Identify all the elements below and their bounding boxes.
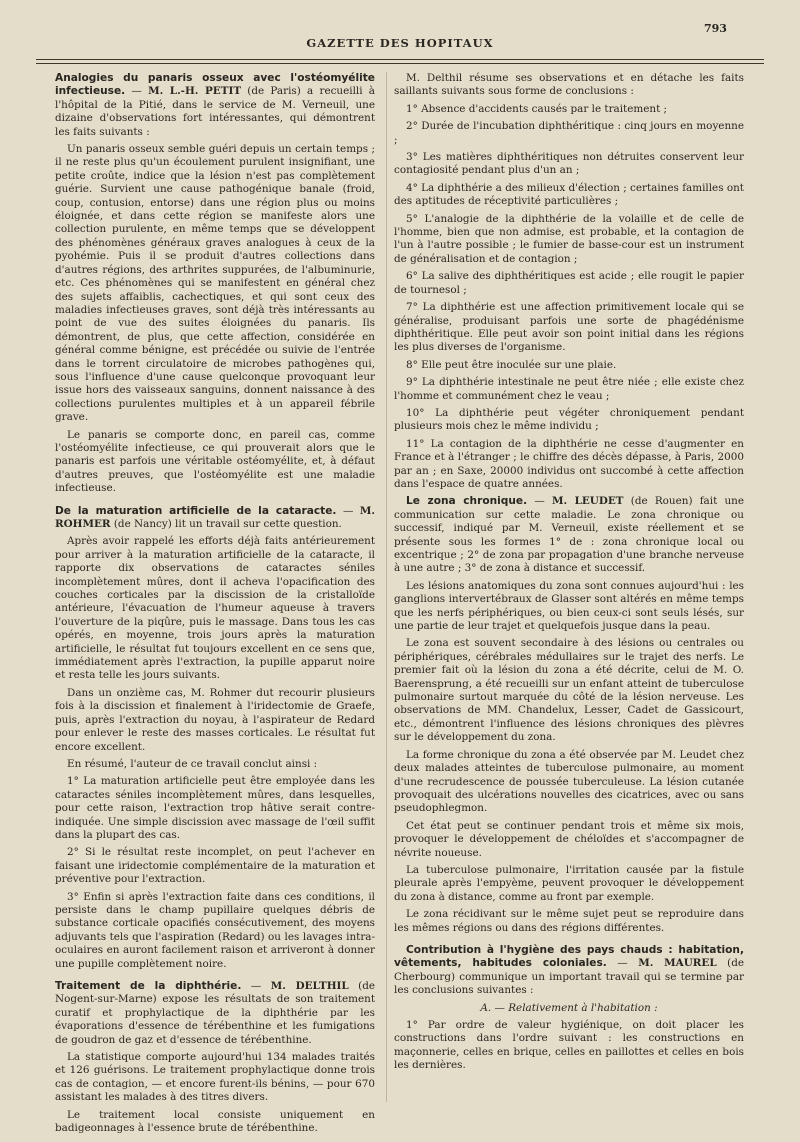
paragraph: Un panaris osseux semble guéri depuis un certain temps ; il ne reste plus qu'un écoulement purulent insignifiant, une petite croûte, indice que la lésion n'est pas complètement guérie. Survient une cause pathogénique banale (froid, coup, contusion, entorse) dans une région plus ou moins éloignée, et dans cette région se manifeste alors une collection purulente, en même temps que se développent des phénomènes généraux graves analogues à ceux de la pyohémie. Puis il se produit d'autres collections dans d'autres régions, des arthrites suppurées, de l'albuminurie, etc. Ces phénomènes qui se manifestent en général chez des sujets affaiblis, cachectiques, et qui sont ceux des maladies infectieuses graves, sont déjà très intéressants au point de vue des suites éloignées du panaris. Ils démontrent, de plus, que cette affection, considérée en général comme bénigne, est précédée ou suivie de l'entrée dans le torrent circulatoire de microbes pathogènes qui, sous l'influence d'une cause quelconque provoquant leur issue hors des vaisseaux sanguins, donnent naissance à des collections purulentes multiples et à un appareil fébrile grave. [55,143,375,424]
paragraph: La statistique comporte aujourd'hui 134 malades traités et 126 guérisons. Le traitement prophylactique donne trois cas de contagion, — et encore furent-ils bénins, — pour 670 assistant les malades à des titres divers. [55,1051,375,1104]
list-item: 1° La maturation artificielle peut être employée dans les cataractes séniles incomplètement mûres, dans lesquelles, pour cette raison, l'extraction trop hâtive serait contre-indiquée. Une simple discission avec massage de l'œil suffit dans la plupart des cas. [55,775,375,841]
list-item: 8° Elle peut être inoculée sur une plaie. [406,358,617,371]
paragraph: M. Delthil résume ses observations et en détache les faits saillants suivants sous forme de conclusions : [394,72,744,98]
column-divider [386,72,387,1102]
list-item: 1° Par ordre de valeur hygiénique, on doit placer les constructions dans l'ordre suivant : les constructions en maçonnerie, celles en brique, celles en paillottes et celles en bois les dernières. [394,1019,744,1072]
running-head: GAZETTE DES HOPITAUX [306,36,494,50]
article-diphthérie: Traitement de la diphthérie. — M. DELTHIL (de Nogent-sur-Marne) expose les résultats de son traitement curatif et prophylactique de la diphthérie par les évaporations d'essence de térébenthine et les fumigations de goudron de gaz et d'essence de térébenthine. [55,980,376,1046]
list-item: 10° La diphthérie peut végéter chroniquement pendant plusieurs mois chez le même individu ; [394,406,744,433]
list-item: 5° L'analogie de la diphthérie de la volaille et de celle de l'homme, bien que non admise, est probable, et la contagion de l'un à l'autre possible ; le fumier de basse-cour est un instrument de généralisation et de contagion ; [394,212,744,265]
section-subheading: A. — Relativement à l'habitation : [480,1001,658,1014]
list-item: 3° Enfin si après l'extraction faite dans ces conditions, il persiste dans le champ pupillaire quelques débris de substance corticale opacifiés consécutivement, des moyens adjuvants tels que l'aspiration (Redard) ou les lavages intra-oculaires en auront facilement raison et arriveront à donner une pupille complètement noire. [55,890,375,970]
left-column [55,72,375,1139]
list-item: 7° La diphthérie est une affection primitivement locale qui se généralise, produisant parfois une sorte de phagédénisme diphthéritique. Elle peut avoir son point initial dans les régions les plus diverses de l'organisme. [394,301,744,354]
paragraph: La tuberculose pulmonaire, l'irritation causée par la fistule pleurale après l'empyème, peuvent provoquer le développement du zona à distance, comme au front par exemple. [394,863,744,903]
page-number: 793 [704,22,727,35]
article-heading: Le zona chronique. [406,495,528,508]
paragraph: Le zona récidivant sur le même sujet peut se reproduire dans les mêmes régions ou dans des régions différentes. [394,908,744,934]
article-ostéomyélite: Analogies du panaris osseux avec l'ostéomyélite infectieuse. — M. L.-H. PETIT (de Paris) a recueilli à l'hôpital de la Pitié, dans le service de M. Verneuil, une dizaine d'observations fort intéressantes, qui démontrent les faits suivants : [55,72,375,138]
article-author: M. LEUDET [551,495,624,508]
header-rule [36,63,764,64]
list-item: 2° Si le résultat reste incomplet, on peut l'achever en faisant une iridectomie complémentaire de la maturation et préventive pour l'extraction. [55,846,375,886]
paragraph: (de Nogent-sur-Marne) expose les résultats de son traitement curatif et prophylactique de la diphthérie par les évaporations d'essence de térébenthine et les fumigations de goudron de gaz et d'essence de térébenthine. [55,980,376,1046]
paragraph: Le panaris se comporte donc, en pareil cas, comme l'ostéomyélite infectieuse, ce qui prouverait alors que le panaris est parfois une véritable ostéomyélite, et, à défaut d'autres preuves, que l'ostéomyélite est une maladie infectieuse. [55,428,375,495]
paragraph: Cet état peut se continuer pendant trois et même six mois, provoquer le développement de chéloïdes et s'accompagner de névrite noueuse. [394,819,744,859]
article-author: M. MAUREL [638,957,717,970]
paragraph: En résumé, l'auteur de ce travail conclut ainsi : [67,757,318,770]
header-rule [36,59,764,60]
right-column [394,72,744,1077]
paragraph: (de Rouen) fait une communication sur cette maladie. Le zona chronique ou successif, indiqué par M. Verneuil, existe réellement et se présente sous les formes 1° de : zona chronique local ou excentrique ; 2° de zona par propagation d'une branche nerveuse à une autre ; 3° de zona à distance et successif. [394,495,745,575]
list-item: 3° Les matières diphthéritiques non détruites conservent leur contagiosité pendant plus d'un an ; [394,151,744,177]
list-item: 6° La salive des diphthéritiques est acide ; elle rougit le papier de tournesol ; [394,270,744,296]
article-author: M. ROHMER [55,504,376,530]
list-item: 2° Durée de l'incubation diphthéritique : cinq jours en moyenne ; [394,120,744,146]
article-author: M. DELTHIL [270,980,349,992]
article-heading: Analogies du panaris osseux avec l'ostéomyélite infectieuse. [55,72,375,98]
paragraph: (de Cherbourg) communique un important travail qui se termine par les conclusions suivantes : [394,957,744,997]
list-item: 11° La contagion de la diphthérie ne cesse d'augmenter en France et à l'étranger ; le chiffre des décès dépasse, à Paris, 2000 par an ; en Saxe, 20000 individus ont succombé à cette affection dans l'espace de quatre années. [394,437,744,490]
article-cataracte: De la maturation artificielle de la cataracte. — M. ROHMER (de Nancy) lit un travail sur cette question. [55,504,376,530]
paragraph: Le traitement local consiste uniquement en badigeonnages à l'essence brute de térébenthine. [55,1108,375,1135]
article-heading: Traitement de la diphthérie. [55,980,242,992]
paragraph: Dans un onzième cas, M. Rohmer dut recourir plusieurs fois à la discission et finalement à l'iridectomie de Graefe, puis, après l'extraction du noyau, à l'aspirateur de Redard pour enlever le reste des masses corticales. Le résultat fut encore excellent. [55,686,375,753]
list-item: 1° Absence d'accidents causés par le traitement ; [406,102,668,115]
article-heading: De la maturation artificielle de la cataracte. [55,504,337,517]
paragraph: Les lésions anatomiques du zona sont connues aujourd'hui : les ganglions intervertébraux de Glasser sont altérés en même temps que les nerfs périphériques, ou bien ceux-ci sont seuls lésés, sur une partie de leur trajet et quelquefois jusque dans la peau. [394,579,744,633]
article-zona: Le zona chronique. — M. LEUDET (de Rouen) fait une communication sur cette maladie. Le zona chronique ou successif, indiqué par M. Verneuil, existe réellement et se présente sous les formes 1° de : zona chronique local ou excentrique ; 2° de zona par propagation d'une branche nerveuse à une autre ; 3° de zona à distance et successif. [394,495,745,575]
article-heading: Contribution à l'hygiène des pays chauds : habitation, vêtements, habitudes coloniales. [394,943,744,970]
article-hygiène: Contribution à l'hygiène des pays chauds : habitation, vêtements, habitudes coloniales. — M. MAUREL (de Cherbourg) communique un important travail qui se termine par les conclusions suivantes : [394,943,744,997]
paragraph: La forme chronique du zona a été observée par M. Leudet chez deux malades atteintes de tuberculose pulmonaire, au moment d'une recrudescence de poussée tuberculeuse. La lésion cutanée provoquait des ulcérations nouvelles des cicatrices, avec ou sans pseudophlegmon. [394,748,744,815]
list-item: 4° La diphthérie a des milieux d'élection ; certaines familles ont des aptitudes de réceptivité particulières ; [394,181,744,208]
article-author: M. L.-H. PETIT [148,85,242,98]
paragraph: (de Paris) a recueilli à l'hôpital de la Pitié, dans le service de M. Verneuil, une dizaine d'observations fort intéressantes, qui démontrent les faits suivants : [55,85,375,138]
paragraph: (de Nancy) lit un travail sur cette question. [113,518,342,530]
list-item: 9° La diphthérie intestinale ne peut être niée ; elle existe chez l'homme et communément chez le veau ; [394,376,744,402]
paragraph: Le zona est souvent secondaire à des lésions ou centrales ou périphériques, cérébrales médullaires sur le trajet des nerfs. Le premier fait où la lésion du zona a été décrite, celui de M. O. Baerensprung, a été recueilli sur un enfant atteint de tuberculose pulmonaire surtout marquée du côté de la lésion nerveuse. Les observations de MM. Chandelux, Lesser, Cadet de Gassicourt, etc., démontrent l'influence des lésions chroniques des plèvres sur le développement du zona. [394,637,744,744]
paragraph: Après avoir rappelé les efforts déjà faits antérieurement pour arriver à la maturation artificielle de la cataracte, il rapporte dix observations de cataractes séniles incomplètement mûres, dont il acheva l'opacification des couches corticales par la discission de la cristalloïde antérieure, l'évacuation de l'humeur aqueuse à travers l'ouverture de la piqûre, puis le massage. Dans tous les cas opérés, en moyenne, trois jours après la maturation artificielle, le résultat fut toujours excellent en ce sens que, immédiatement après l'extraction, la pupille apparut noire et resta telle les jours suivants. [55,535,375,682]
